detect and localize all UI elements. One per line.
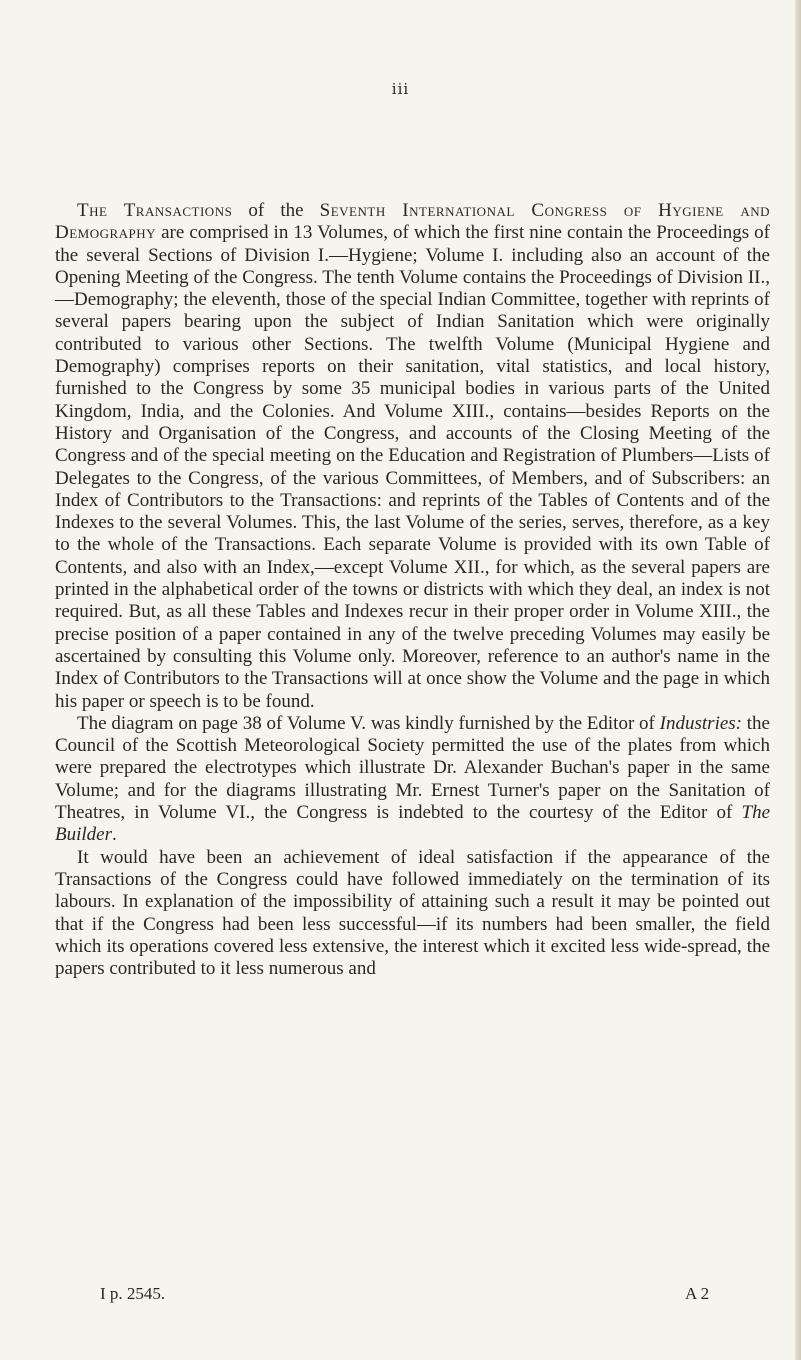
paragraph-text: . — [112, 824, 117, 846]
paragraph-diagrams — [55, 713, 770, 847]
paragraph-text: It would have been an achievement of ideal satisfaction if the appearance of the Transactions of the Congress could have followed immediately on the termination of its labours. In explanation of the impossibility of attaining such a result it may be pointed out that if the Congress had been less successful—if its numbers had been smaller, the field which its operations covered less extensive, the interest which it excited less wide-spread, the papers contributed to it less numerous and — [55, 846, 770, 980]
paragraph-text: of the — [232, 200, 320, 221]
page-folio: iii — [391, 80, 410, 98]
printer-signature: I p. 2545. — [100, 1284, 166, 1303]
paragraph-text: The diagram on page 38 of Volume V. was kindly furnished by the Editor of — [77, 712, 660, 734]
body-text — [55, 200, 770, 980]
congress-name-small-caps: Seventh International Congress of Hygiene and Demography — [55, 200, 770, 244]
gathering-signature: A 2 — [685, 1284, 710, 1303]
paragraph-transactions — [55, 200, 770, 713]
page-footer — [0, 1284, 801, 1308]
page-edge-shadow — [795, 0, 801, 1360]
paragraph-text: the Council of the Scottish Meteorological Society permitted the use of the plates from which were prepared the electrotypes which illustrate Dr. Alexander Buchan's paper in the same Volume; and for the diagrams illustrating Mr. Ernest Turner's paper on the Sanitation of Theatres, in Volume VI., the Congress is indebted to the courtesy of the Editor of — [55, 712, 770, 824]
paragraph-achievement — [55, 847, 770, 981]
italic-title-builder: The Builder — [55, 802, 770, 846]
lead-small-caps: The Transactions — [77, 200, 233, 221]
paragraph-text: are comprised in 13 Volumes, of which the first nine contain the Proceedings of the several Sections of Division I.—Hygiene; Volume I. including also an account of the Opening Meeting of the Congress. The tenth Volume contains the Proceedings of Division II.,—Demography; the eleventh, those of the special Indian Committee, together with reprints of several papers bearing upon the subject of Indian Sanitation which were originally contributed to various other Sections. The twelfth Volume (Municipal Hygiene and Demography) comprises reports on their sanitation, vital statistics, and local history, furnished to the Congress by some 35 municipal bodies in various parts of the United Kingdom, India, and the Colonies. And Volume XIII., contains—besides Reports on the History and Organisation of the Congress, and accounts of the Closing Meeting of the Congress and of the special meeting on the Education and Registration of Plumbers—Lists of Delegates to the Congress, of the various Committees, of Members, and of Subscribers: an Index of Contributors to the Transactions: and reprints of the Tables of Contents and of the Indexes to the several Volumes. This, the last Volume of the series, serves, therefore, as a key to the whole of the Transactions. Each separate Volume is provided with its own Table of Contents, and also with an Index,—except Volume XII., for which, as the several papers are printed in the alphabetical order of the towns or districts with which they deal, an index is not required. But, as all these Tables and Indexes recur in their proper order in Volume XIII., the precise position of a paper contained in any of the twelve preceding Volumes may easily be ascertained by consulting this Volume only. Moreover, reference to an author's name in the Index of Contributors to the Transactions will at once show the Volume and the page in which his paper or speech is to be found. — [55, 222, 770, 712]
italic-title-industries: Industries: — [659, 712, 742, 734]
